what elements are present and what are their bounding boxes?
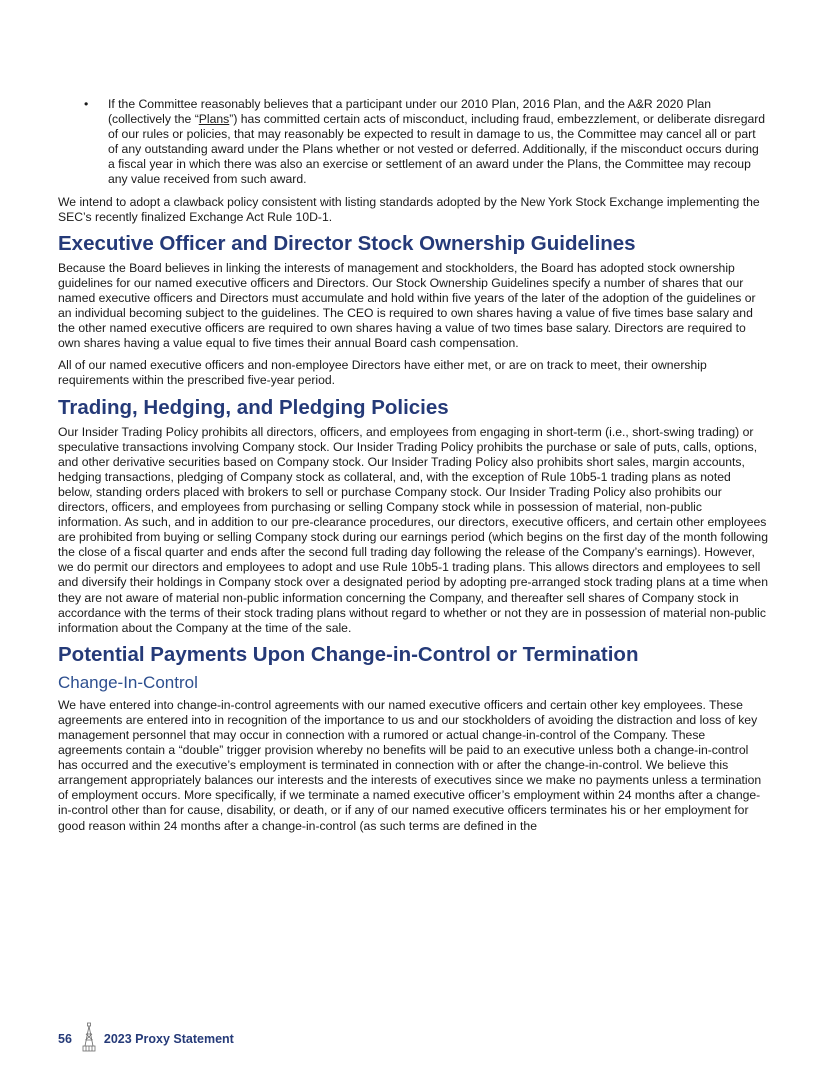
page-footer xyxy=(58,1022,234,1055)
change-in-control-paragraph: We have entered into change-in-control agreements with our named executive officers and certain other key employees. These agreements are entered into in recognition of the importance to us and our stockholders of avoiding the distraction and loss of key management personnel that may occur in connection with a rumored or actual change-in-control of the Company. These agreements contain a “double” trigger provision whereby no benefits will be paid to an executive unless both a change-in-control has occurred and the executive’s employment is terminated in connection with or after the change-in-control. We believe this arrangement appropriately balances our interests and the interests of executives since we make no payments unless a termination of employment occurs. More specifically, if we terminate a named executive officer’s employment within 24 months after a change-in-control other than for cause, disability, or death, or if any of our named executive officers terminates his or her employment for good reason within 24 months after a change-in-control (as such terms are defined in the xyxy=(58,697,762,833)
page-number: 56 xyxy=(58,1031,72,1046)
plans-defined-term: Plans xyxy=(198,112,230,127)
ownership-guidelines-heading: Executive Officer and Director Stock Ownership Guidelines xyxy=(58,231,636,255)
ownership-paragraph-1: Because the Board believes in linking the interests of management and stockholders, the Board has adopted stock ownership guidelines for our named executive officers and Directors. Our Stock Ownership Guidelines specify a number of shares that our named executive officers and Directors must accumulate and hold within five years of the later of the adoption of the guidelines or an individual becoming subject to the guidelines. The CEO is required to own shares having a value of five times base salary and the other named executive officers are required to own shares having a value of two times base salary. Directors are required to own shares having a value equal to five times their annual Board cash compensation. xyxy=(58,260,756,351)
document-page xyxy=(58,97,768,834)
change-in-control-heading: Potential Payments Upon Change-in-Control or Termination xyxy=(58,642,639,666)
footer-title: 2023 Proxy Statement xyxy=(103,1031,234,1046)
change-in-control-subheading: Change-In-Control xyxy=(58,672,198,692)
bullet-text-part-2: ”) has committed certain acts of misconduct, including fraud, embezzlement, or deliberate disregard of our rules or policies, that may reasonably be expected to result in damage to us, the Committee may cancel all or part of any outstanding award under the Plans whether or not vested or deferred. Additionally, if the misconduct occurs during a fiscal year in which there was also an exercise or settlement of an award under the Plans, the Committee may recoup any value received from such award. xyxy=(108,112,766,187)
trading-policies-heading: Trading, Hedging, and Pledging Policies xyxy=(58,395,449,419)
bullet-text xyxy=(108,97,768,188)
bullet-mark: • xyxy=(84,97,89,111)
bullet-text-part-1: If the Committee reasonably believes that a participant under our 2010 Plan, 2016 Plan, and the A&R 2020 Plan (collectively the “ xyxy=(108,97,711,127)
clawback-paragraph: We intend to adopt a clawback policy consistent with listing standards adopted by the New York Stock Exchange implementing the SEC’s recently finalized Exchange Act Rule 10D-1. xyxy=(58,194,760,224)
misconduct-bullet xyxy=(58,97,768,188)
ownership-paragraph-2: All of our named executive officers and non-employee Directors have either met, or are on track to meet, their ownership requirements within the prescribed five-year period. xyxy=(58,358,707,388)
derrick-icon xyxy=(82,1022,96,1055)
trading-paragraph: Our Insider Trading Policy prohibits all directors, officers, and employees from engaging in short-term (i.e., short-swing trading) or speculative transactions involving Company stock. Our Insider Trading Policy prohibits the purchase or sale of puts, calls, options, and other derivative securities based on Company stock. Our Insider Trading Policy also prohibits short sales, margin accounts, hedging transactions, pledging of Company stock as collateral, and, with the exception of Rule 10b5-1 trading plans as noted below, standing orders placed with brokers to sell or purchase Company stock. Our Insider Trading Policy also prohibits our directors, officers, and employees from purchasing or selling Company stock while in possession of material, non-public information. As such, and in addition to our pre-clearance procedures, our directors, executive officers, and certain other employees are prohibited from buying or selling Company stock during our earnings period (which begins on the first day of the month following the close of a fiscal quarter and ends after the second full trading day following the release of the Company’s earnings). However, we do permit our directors and employees to adopt and use Rule 10b5-1 trading plans. This allows directors and employees to sell and diversify their holdings in Company stock over a designated period by adopting pre-arranged stock trading plans at a time when they are not aware of material non-public information concerning the Company, and thereafter sell shares of Company stock in accordance with the terms of their stock trading plans without regard to whether or not they are in possession of material non-public information about the Company at the time of the sale. xyxy=(58,424,768,635)
